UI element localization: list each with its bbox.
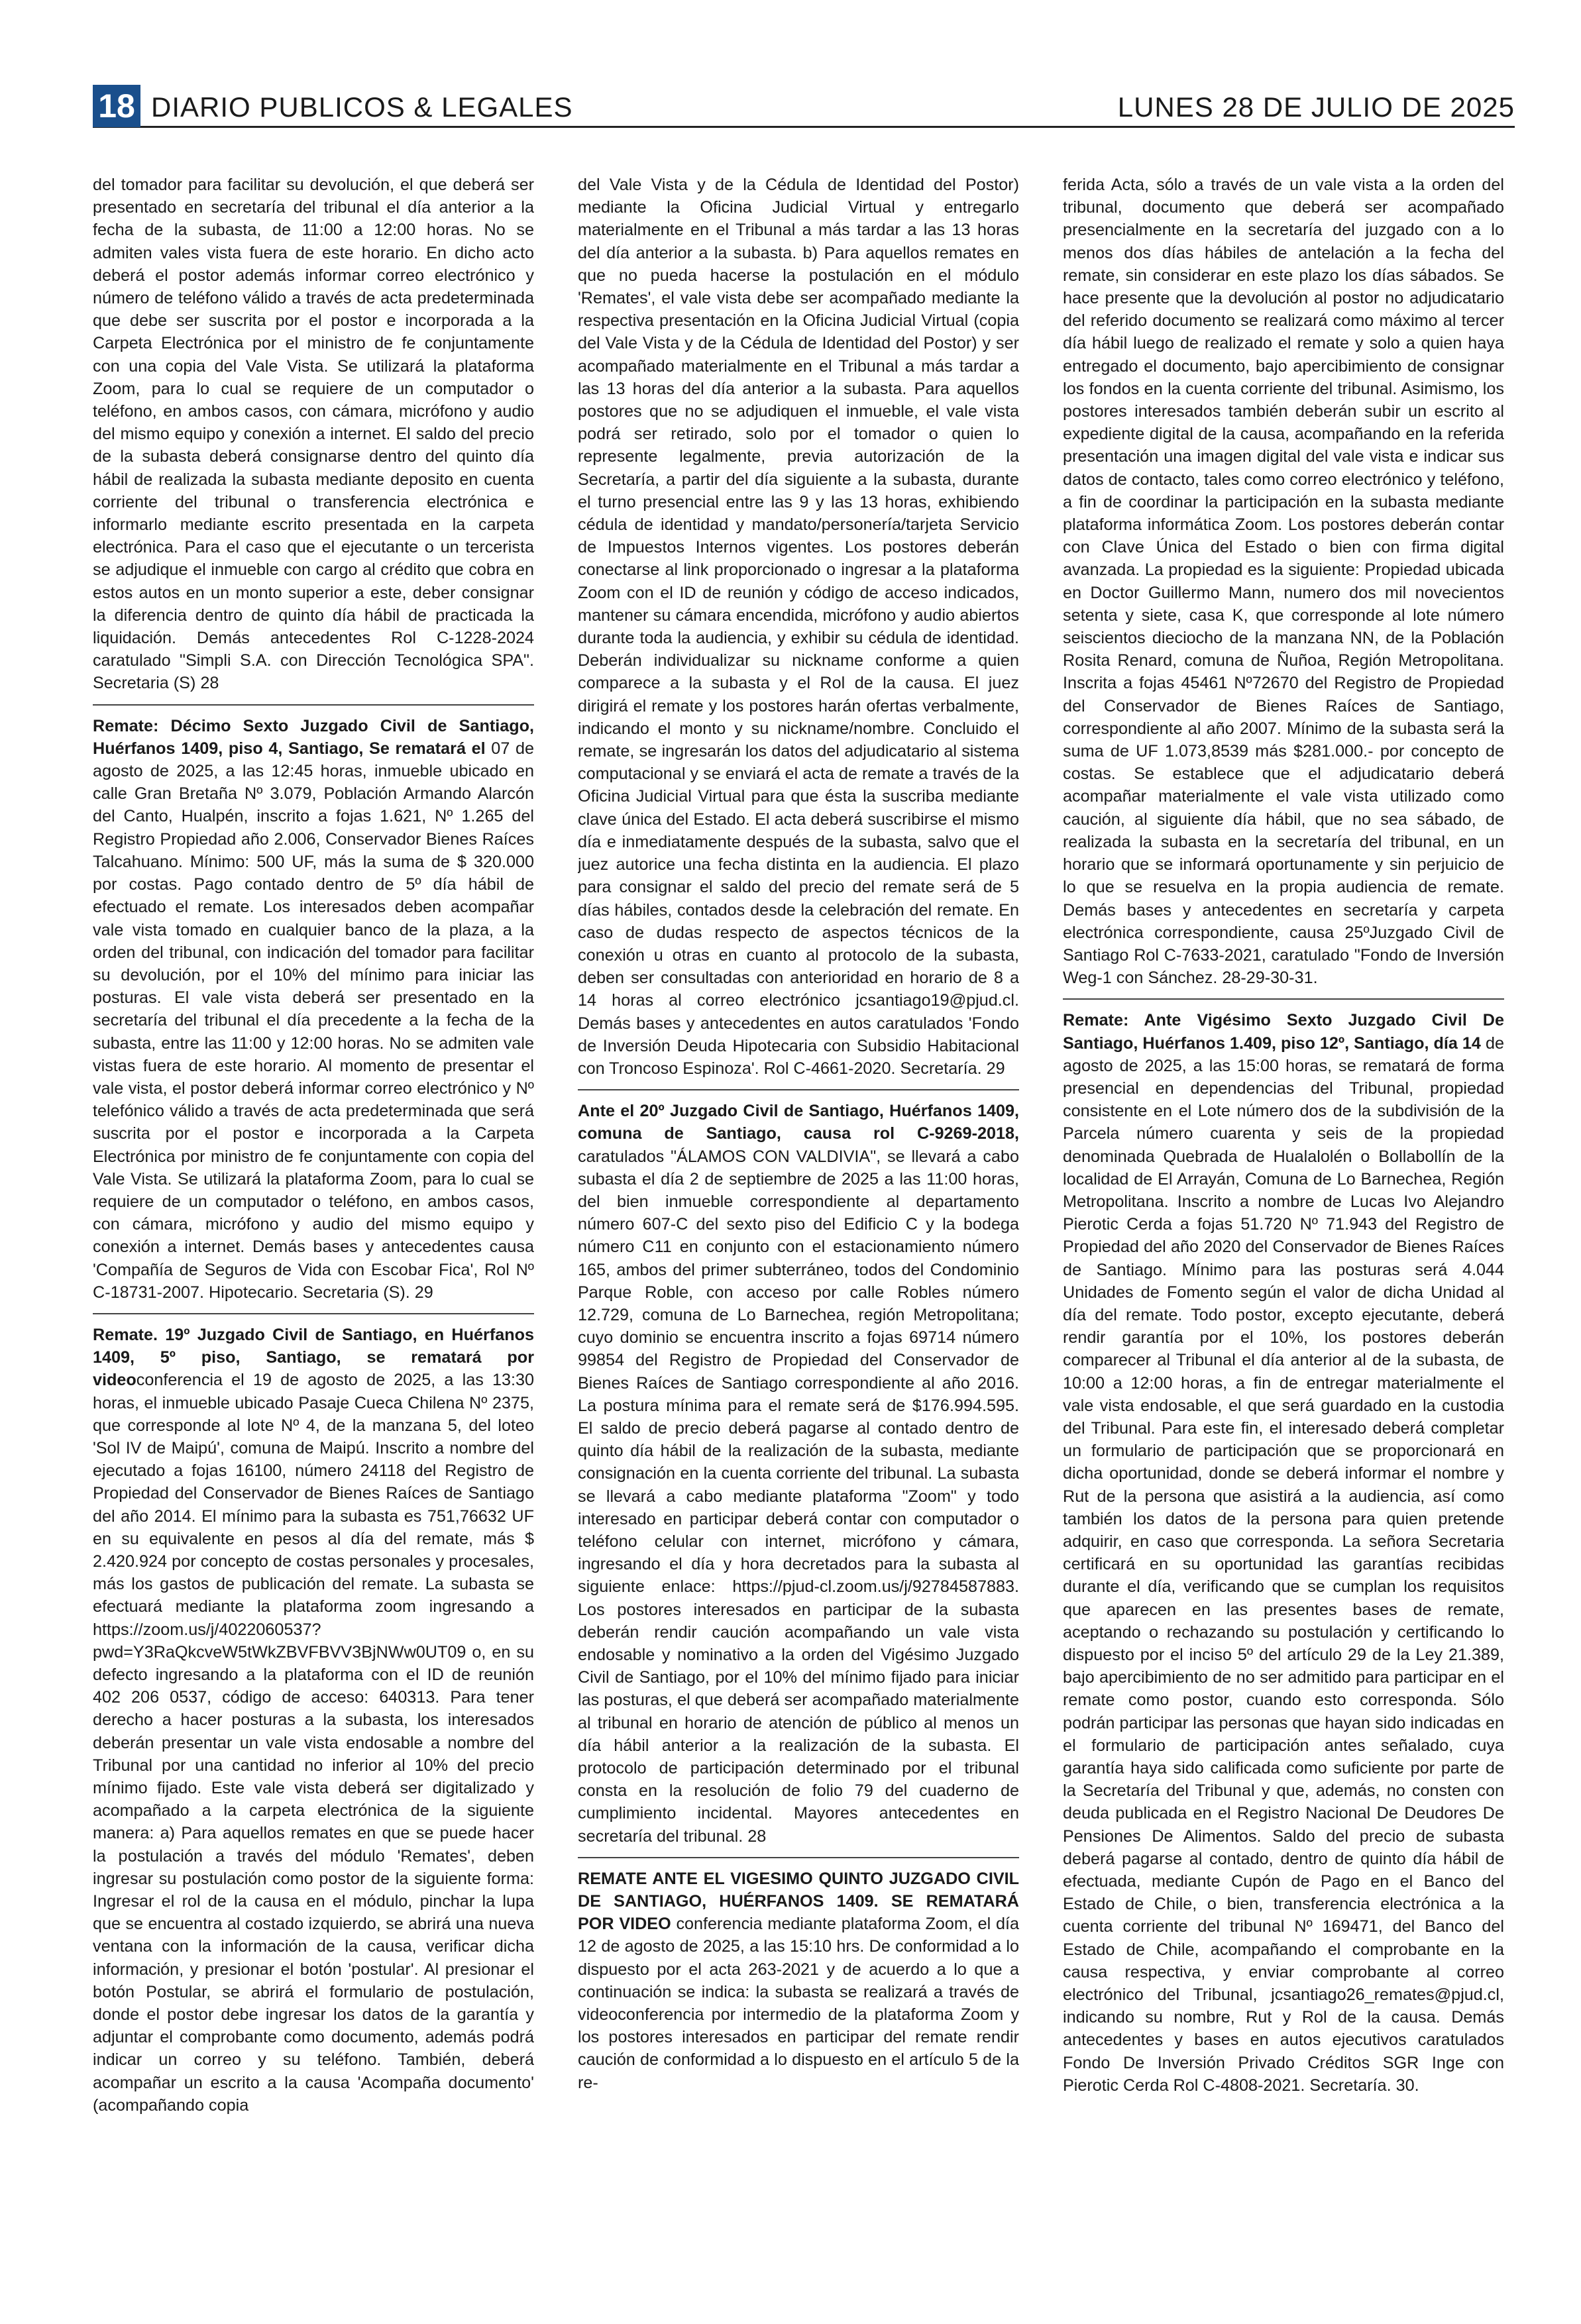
page-number: 18: [93, 85, 140, 127]
page-header: [93, 85, 1515, 128]
column-2: [578, 174, 1019, 2274]
column-1: [93, 174, 534, 2274]
notice-body: de agosto de 2025, a las 15:00 horas, se rematará de forma presencial en dependencias del Tribunal, propiedad consistente en el Lote número dos de la subdivisión de la Parcela número cuarenta y seis de la propiedad denominada Quebrada de Hualalolén o Bollabollín de la localidad de El Arrayán, Comuna de Lo Barnechea, Región Metropolitana. Inscrito a nombre de Lucas Ivo Alejandro Pierotic Cerda a fojas 51.720 Nº 71.943 del Registro de Propiedad del año 2020 del Conservador de Bienes Raíces de Santiago. Mínimo para las posturas será 4.044 Unidades de Fomento según el valor de dicha Unidad al día del remate. Todo postor, excepto ejecutante, deberá rendir garantía por el 10%, los postores deberán comparecer al Tribunal el día anterior al de la subasta, de 10:00 a 12:00 horas, a fin de entregar materialmente el vale vista endosable, el que será guardado en la custodia del Tribunal. Para este fin, el interesado deberá completar un formulario de participación que se proporcionará en dicha oportunidad, donde se deberá informar el nombre y Rut de la persona que asistirá a la audiencia, así como también los datos de la persona para quien pretende adquirir, en caso que corresponda. La señora Secretaria certificará en su oportunidad las garantías recibidas durante el día, verificando que se cumplan los requisitos que aparecen en las presentes bases de remate, aceptando o rechazando su postulación y certificando lo dispuesto por el inciso 5º del artículo 29 de la Ley 21.389, bajo apercibimiento de no ser admitido para participar en el remate como postor, cuando esto corresponda. Sólo podrán participar las personas que hayan sido indicadas en el formulario de participación antes señalado, cuya garantía haya sido calificada como suficiente por parte de la Secretaría del Tribunal y que, además, no consten con deuda publicada en el Registro Nacional De Deudores De Pensiones De Alimentos. Saldo del precio de subasta deberá pagarse al contado, dentro de quinto día hábil de efectuada, mediante Cupón de Pago en el Banco del Estado de Chile, o bien, transferencia electrónica a la cuenta corriente del tribunal Nº 169471, del Banco del Estado de Chile, acompañando el comprobante en la causa respectiva, y enviar comprobante al correo electrónico del Tribunal, jcsantiago26_remates@pjud.cl, indicando su nombre, Rut y Rol de la causa. Demás antecedentes y bases en autos ejecutivos caratulados Fondo De Inversión Privado Créditos SGR Inge con Pierotic Cerda Rol C-4808-2021. Secretaría. 30.: [1063, 1033, 1504, 2095]
notice-20-juzgado: [578, 1089, 1019, 1848]
notice-heading: Remate. 19º Juzgado Civil de Santiago, en Huérfanos 1409, 5º piso, Santiago, se rematará por video: [93, 1325, 534, 1390]
notice-body: 07 de agosto de 2025, a las 12:45 horas, inmueble ubicado en calle Gran Bretaña Nº 3.079, Población Armando Alarcón del Canto, Hualpén, inscrito a fojas 1.621, Nº 1.265 del Registro Propiedad año 2.006, Conservador Bienes Raíces Talcahuano. Mínimo: 500 UF, más la suma de $ 320.000 por costas. Pago contado dentro de 5º día hábil de efectuado el remate. Los interesados deben acompañar vale vista tomado en cualquier banco de la plaza, a la orden del tribunal, con indicación del tomador para facilitar su devolución, por el 10% del mínimo para iniciar las posturas. El vale vista deberá ser presentado en la secretaría del tribunal el día precedente a la fecha de la subasta, entre las 11:00 y 12:00 horas. No se admiten vale vistas fuera de este horario. Al momento de presentar el vale vista, el postor deberá informar correo electrónico y Nº telefónico válido a través de acta predeterminada que será suscrita por el postor e incorporada a la Carpeta Electrónica por ministro de fe conjuntamente con copia del Vale Vista. Se utilizará la plataforma Zoom, para lo cual se requiere de un computador o teléfono, en ambos casos, con cámara, micrófono y audio del mismo equipo y conexión a internet. Demás bases y antecedentes causa 'Compañía de Seguros de Vida con Escobar Fica', Rol Nº C-18731-2007. Hipotecario. Secretaria (S). 29: [93, 739, 534, 1302]
notice-heading: Ante el 20º Juzgado Civil de Santiago, Huérfanos 1409, comuna de Santiago, causa rol C-9269-2018,: [578, 1102, 1019, 1143]
issue-date: LUNES 28 DE JULIO DE 2025: [1117, 91, 1515, 123]
notice-19-juzgado: [93, 1313, 534, 2117]
notice-continuation: ferida Acta, sólo a través de un vale vista a la orden del tribunal, documento que deberá ser acompañado presencialmente en la secretaría del juzgado con a lo menos dos días hábiles de antelación a la fecha del remate, sin considerar en este plazo los días sábados. Se hace presente que la devolución al postor no adjudicatario del referido documento se realizará como máximo al tercer día hábil luego de realizado el remate y solo a quien haya entregado el documento, bajo apercibimiento de consignar los fondos en la cuenta corriente del tribunal. Asimismo, los postores interesados también deberán subir un escrito al expediente digital de la causa, acompañando en la referida presentación una imagen digital del vale vista e indicar sus datos de contacto, tales como correo electrónico y teléfono, a fin de coordinar la participación en la subasta mediante plataforma informática Zoom. Los postores deberán contar con Clave Única del Estado o bien con firma digital avanzada. La propiedad es la siguiente: Propiedad ubicada en Doctor Guillermo Mann, numero dos mil novecientos setenta y siete, casa K, que corresponde al lote número seiscientos dieciocho de la manzana NN, de la Población Rosita Renard, comuna de Ñuñoa, Región Metropolitana. Inscrita a fojas 45461 Nº72670 del Registro de Propiedad del Conservador de Bienes Raíces de Santiago, correspondiente al año 2007. Mínimo de la subasta será la suma de UF 1.073,8539 más $281.000.- por concepto de costas. Se establece que el adjudicatario deberá acompañar materialmente el vale vista utilizado como caución, al siguiente día hábil, que no sea sábado, de realizada la subasta en la secretaría del tribunal, en un horario que se informará oportunamente y sin perjuicio de lo que se resuelva en la propia audiencia de remate. Demás bases y antecedentes en secretaría y carpeta electrónica correspondiente, causa 25ºJuzgado Civil de Santiago Rol C-7633-2021, caratulado "Fondo de Inversión Weg-1 con Sánchez. 28-29-30-31.: [1063, 176, 1504, 988]
notice-26-juzgado: [1063, 998, 1504, 2097]
notice-body: conferencia mediante plataforma Zoom, el día 12 de agosto de 2025, a las 15:10 hrs. De conformidad a lo dispuesto por el acta 263-2021 y de acuerdo a lo que a continuación se indica: la subasta se realizará a través de videoconferencia por intermedio de la plataforma Zoom y los postores interesados en participar del remate rendir caución de conformidad a lo dispuesto en el artículo 5 de la re-: [578, 1915, 1019, 2092]
notice-body: caratulados "ÁLAMOS CON VALDIVIA", se llevará a cabo subasta el día 2 de septiembre de 2025 a las 11:00 horas, del bien inmueble correspondiente al departamento número 607-C del sexto piso del Edificio C y la bodega número C11 en conjunto con el estacionamiento número 165, ambos del primer subterráneo, todos del Condominio Parque Roble, con acceso por calle Robles número 12.729, comuna de Lo Barnechea, región Metropolitana; cuyo dominio se encuentra inscrito a fojas 69714 número 99854 del Registro de Propiedad del Conservador de Bienes Raíces de Santiago correspondiente al año 2016. La postura mínima para el remate será de $176.994.595. El saldo de precio deberá pagarse al contado dentro de quinto día hábil de la realización de la subasta, mediante consignación en la cuenta corriente del tribunal. La subasta se llevará a cabo mediante plataforma "Zoom" y todo interesado en participar deberá contar con computador o teléfono celular con internet, micrófono y cámara, ingresando el día y hora decretados para la subasta al siguiente enlace: https://pjud-cl.zoom.us/j/92784587883. Los postores interesados en participar de la subasta deberán rendir caución acompañando un vale vista endosable y nominativo a la orden del Vigésimo Juzgado Civil de Santiago, por el 10% del mínimo fijado para iniciar las posturas, el que deberá ser acompañado materialmente al tribunal en horario de atención de público al menos un día hábil anterior a la realización de la subasta. El protocolo de participación determinado por el tribunal consta en la resolución de folio 79 del cuaderno de cumplimiento incidental. Mayores antecedentes en secretaría del tribunal. 28: [578, 1147, 1019, 1846]
notice-body: conferencia el 19 de agosto de 2025, a las 13:30 horas, el inmueble ubicado Pasaje Cueca Chilena Nº 2375, que corresponde al lote Nº 4, de la manzana 5, del loteo 'Sol IV de Maipú', comuna de Maipú. Inscrito a nombre del ejecutado a fojas 16100, número 24118 del Registro de Propiedad del Conservador de Bienes Raíces de Santiago del año 2014. El mínimo para la subasta es 751,76632 UF en su equivalente en pesos al día del remate, más $ 2.420.924 por concepto de costas personales y procesales, más los gastos de publicación del remate. La subasta se efectuará mediante la plataforma zoom ingresando a https://zoom.us/j/4022060537?pwd=Y3RaQkcveW5tWkZBVFBVV3BjNWw0UT09 o, en su defecto ingresando a la plataforma con el ID de reunión 402 206 0537, código de acceso: 640313. Para tener derecho a hacer posturas a la subasta, los interesados deberán presentar un vale vista endosable a nombre del Tribunal por una cantidad no inferior al 10% del precio mínimo fijado. Este vale vista deberá ser digitalizado y acompañado a la carpeta electrónica de la siguiente manera: a) Para aquellos remates en que se puede hacer la postulación a través del módulo 'Remates', deben ingresar su postulación como postor de la siguiente forma: Ingresar el rol de la causa en el módulo, pinchar la lupa que se encuentra al costado izquierdo, se abrirá una nueva ventana con la información de la causa, verificar dicha información, y presionar el botón 'postular'. Al presionar el botón Postular, se abrirá el formulario de postulación, donde el postor debe ingresar los datos de la garantía y adjuntar el comprobante como documento, además podrá indicar un correo y su teléfono. También, deberá acompañar un escrito a la causa 'Acompaña documento' (acompañando copia: [93, 1371, 534, 2115]
notice-heading: REMATE ANTE EL VIGESIMO QUINTO JUZGADO CIVIL DE SANTIAGO, HUÉRFANOS 1409. SE REMATARÁ POR VIDEO: [578, 1869, 1019, 1934]
notice-16-juzgado: [93, 704, 534, 1304]
section-title: DIARIO PUBLICOS & LEGALES: [151, 91, 573, 123]
notice-continuation: del Vale Vista y de la Cédula de Identidad del Postor) mediante la Oficina Judicial Virtual y entregarlo materialmente en el Tribunal a más tardar a las 13 horas del día anterior a la subasta. b) Para aquellos remates en que no pueda hacerse la postulación en el módulo 'Remates', el vale vista debe ser acompañado mediante la respectiva presentación en la Oficina Judicial Virtual (copia del Vale Vista y de la Cédula de Identidad del Postor) y ser acompañado materialmente en el Tribunal a más tardar a las 13 horas del día anterior a la subasta. Para aquellos postores que no se adjudiquen el inmueble, el vale vista podrá ser retirado, solo por el tomador o quien lo represente legalmente, previa autorización de la Secretaría, a partir del día siguiente a la subasta, durante el turno presencial entre las 9 y las 13 horas, exhibiendo cédula de identidad y mandato/personería/tarjeta Servicio de Impuestos Internos vigentes. Los postores deberán conectarse al link proporcionado o ingresar a la plataforma Zoom con el ID de reunión y código de acceso indicados, mantener su cámara encendida, micrófono y audio abiertos durante toda la audiencia, y exhibir su cédula de identidad. Deberán individualizar su nickname conforme a quien comparece a la subasta y el Rol de la causa. El juez dirigirá el remate y los postores harán ofertas verbalmente, indicando el monto y su nickname/nombre. Concluido el remate, se ingresarán los datos del adjudicatario al sistema computacional y se enviará el acta de remate a través de la Oficina Judicial Virtual para que ésta la suscriba mediante clave única del Estado. El acta deberá suscribirse el mismo día e inmediatamente después de la subasta, salvo que el juez autorice una fecha distinta en la audiencia. El plazo para consignar el saldo del precio del remate será de 5 días hábiles, contados desde la celebración del remate. En caso de dudas respecto de aspectos técnicos de la conexión u otras en cuanto al protocolo de la subasta, deben ser consultadas con anterioridad en horario de 8 a 14 horas al correo electrónico jcsantiago19@pjud.cl. Demás bases y antecedentes en autos caratulados 'Fondo de Inversión Deuda Hipotecaria con Subsidio Habitacional con Troncoso Espinoza'. Rol C-4661-2020. Secretaría. 29: [578, 176, 1019, 1078]
notice-25-juzgado: [578, 1857, 1019, 2094]
notice-heading: Remate: Ante Vigésimo Sexto Juzgado Civil De Santiago, Huérfanos 1.409, piso 12º, Santiago, día 14: [1063, 1011, 1504, 1053]
column-3: [1063, 174, 1504, 2274]
notice-heading: Remate: Décimo Sexto Juzgado Civil de Santiago, Huérfanos 1409, piso 4, Santiago, Se rematará el: [93, 716, 534, 758]
notice-continuation: del tomador para facilitar su devolución, el que deberá ser presentado en secretaría del tribunal el día anterior a la fecha de la subasta, de 11:00 a 12:00 horas. No se admiten vales vista fuera de este horario. En dicho acto deberá el postor además informar correo electrónico y número de teléfono válido a través de acta predeterminada que debe ser suscrita por el postor e incorporada a la Carpeta Electrónica por el ministro de fe conjuntamente con una copia del Vale Vista. Se utilizará la plataforma Zoom, para lo cual se requiere de un computador o teléfono, en ambos casos, con cámara, micrófono y audio del mismo equipo y conexión a internet. El saldo del precio de la subasta deberá consignarse dentro del quinto día hábil de realizada la subasta mediante deposito en cuenta corriente del tribunal o transferencia electrónica e informarlo mediante escrito presentada en la carpeta electrónica. Para el caso que el ejecutante o un tercerista se adjudique el inmueble con cargo al crédito que cobra en estos autos en un monto superior a este, deber consignar la diferencia dentro de quinto día hábil de practicada la liquidación. Demás antecedentes Rol C-1228-2024 caratulado "Simpli S.A. con Dirección Tecnológica SPA". Secretaria (S) 28: [93, 176, 534, 693]
